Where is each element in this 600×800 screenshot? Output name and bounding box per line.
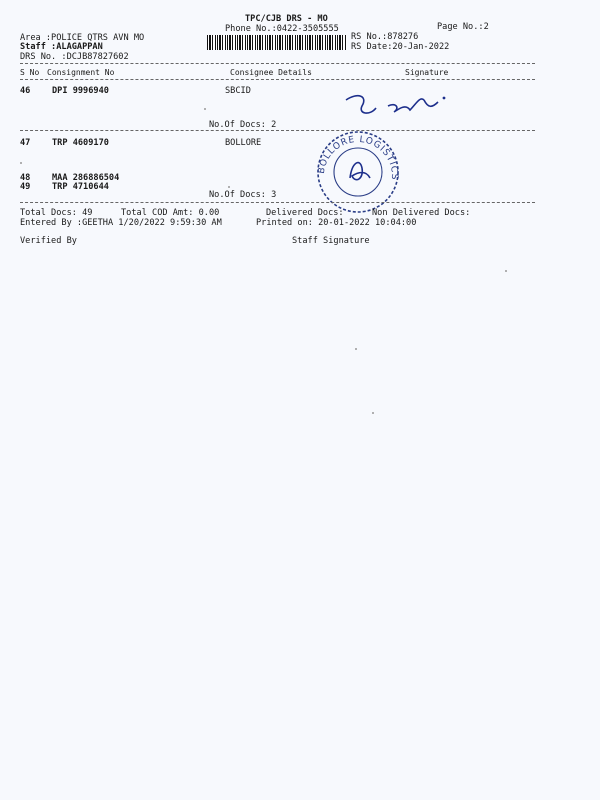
row-consignment: TRP 4609170 [52, 138, 109, 148]
staff-signature-label: Staff Signature [292, 236, 370, 246]
row-consignee: SBCID [225, 86, 251, 96]
svg-text:BOLLORE LOGISTICS: BOLLORE LOGISTICS [316, 134, 400, 181]
drs-number: DRS No. :DCJB87827602 [20, 52, 129, 62]
divider [20, 63, 535, 64]
delivered-docs: Delivered Docs: [266, 208, 344, 218]
column-header-signature: Signature [405, 68, 449, 77]
total-docs: Total Docs: 49 [20, 208, 93, 218]
verified-by-label: Verified By [20, 236, 77, 246]
scan-speck [355, 348, 357, 350]
row-sno: 47 [20, 138, 31, 148]
group-doc-count: No.Of Docs: 2 [209, 120, 277, 130]
row-sno: 48 [20, 173, 31, 183]
document-title: TPC/CJB DRS - MO [245, 14, 328, 24]
row-sno: 46 [20, 86, 31, 96]
group-doc-count: No.Of Docs: 3 [209, 190, 277, 200]
rs-number: RS No.:878276 [351, 32, 419, 42]
total-cod-amount: Total COD Amt: 0.00 [121, 208, 220, 218]
scan-speck [505, 270, 507, 272]
row-consignment: DPI 9996940 [52, 86, 109, 96]
row-sno: 49 [20, 182, 31, 192]
row-consignment: MAA 286886504 [52, 173, 120, 183]
rs-date: RS Date:20-Jan-2022 [351, 42, 450, 52]
scan-speck [228, 186, 230, 188]
divider [20, 79, 535, 80]
scan-speck [204, 108, 206, 110]
page-number: Page No.:2 [437, 22, 489, 32]
entered-by: Entered By :GEETHA 1/20/2022 9:59:30 AM [20, 218, 222, 228]
column-header-sno: S No [20, 68, 40, 77]
column-header-consignment: Consignment No [47, 68, 115, 77]
company-stamp [312, 128, 412, 218]
non-delivered-docs: Non Delivered Docs: [372, 208, 471, 218]
handwritten-signature [340, 86, 460, 122]
row-consignee: BOLLORE [225, 138, 262, 148]
column-header-consignee: Consignee Details [230, 68, 312, 77]
divider [20, 130, 535, 131]
row-consignment: TRP 4710644 [52, 182, 109, 192]
phone-number: Phone No.:0422-3505555 [225, 24, 339, 34]
barcode [207, 35, 347, 50]
divider [20, 202, 535, 203]
area-label: Area :POLICE QTRS AVN MO [20, 33, 145, 43]
scan-speck [20, 162, 22, 164]
staff-label: Staff :ALAGAPPAN [20, 42, 103, 52]
scan-speck [372, 412, 374, 414]
printed-on: Printed on: 20-01-2022 10:04:00 [256, 218, 417, 228]
